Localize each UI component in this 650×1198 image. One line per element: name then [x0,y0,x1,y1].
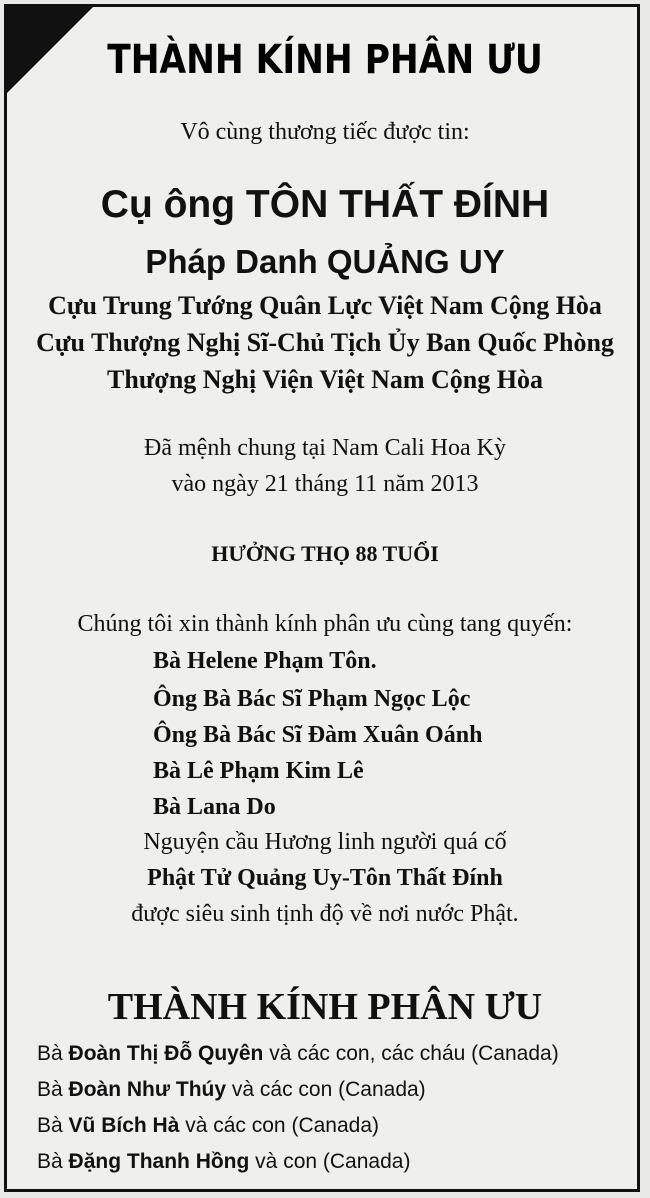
prayer-line: được siêu sinh tịnh độ về nơi nước Phật. [131,901,519,927]
family-member: Ông Bà Bác Sĩ Đàm Xuân Oánh [153,722,483,748]
footer-title: THÀNH KÍNH PHÂN ƯU [107,986,543,1028]
signatory-name: Đặng Thanh Hồng [68,1150,250,1173]
title-line: Cựu Trung Tướng Quân Lực Việt Nam Cộng Hòa [48,291,602,320]
signatory-name: Vũ Bích Hà [68,1114,180,1137]
family-member: Ông Bà Bác Sĩ Phạm Ngọc Lộc [153,686,471,712]
title-line: Cựu Thượng Nghị Sĩ-Chủ Tịch Ủy Ban Quốc Phòng [36,328,614,357]
family-member: Bà Helene Phạm Tôn. [153,648,377,674]
signatory: Bà Đoàn Thị Đỗ Quyên và các con, các cháu (Canada) [37,1042,559,1065]
signatory: Bà Vũ Bích Hà và các con (Canada) [37,1114,379,1137]
signatory-name: Đoàn Như Thúy [68,1078,227,1101]
signatory-name: Đoàn Thị Đỗ Quyên [68,1042,264,1065]
signatory: Bà Đoàn Như Thúy và các con (Canada) [37,1078,426,1101]
title-line: Thượng Nghị Viện Việt Nam Cộng Hòa [107,365,543,394]
death-date: vào ngày 21 tháng 11 năm 2013 [171,471,479,497]
death-place: Đã mệnh chung tại Nam Cali Hoa Kỳ [144,435,506,461]
signatory: Bà Đặng Thanh Hồng và con (Canada) [37,1150,411,1173]
condolence-intro: Chúng tôi xin thành kính phân ưu cùng tang quyến: [77,611,573,637]
dharma-name: Pháp Danh QUẢNG UY [145,243,505,280]
family-member: Bà Lê Phạm Kim Lê [153,758,364,784]
prayer-name: Phật Tử Quảng Uy-Tôn Thất Đính [147,865,503,891]
prayer-line: Nguyện cầu Hương linh người quá cố [143,829,507,855]
header-title: THÀNH KÍNH PHÂN ƯU [107,37,543,83]
obituary-frame [4,4,640,1192]
age-line: HƯỞNG THỌ 88 TUỔI [211,541,439,566]
intro-text: Vô cùng thương tiếc được tin: [180,119,470,145]
family-member: Bà Lana Do [153,794,276,820]
deceased-name: Cụ ông TÔN THẤT ĐÍNH [100,183,550,226]
